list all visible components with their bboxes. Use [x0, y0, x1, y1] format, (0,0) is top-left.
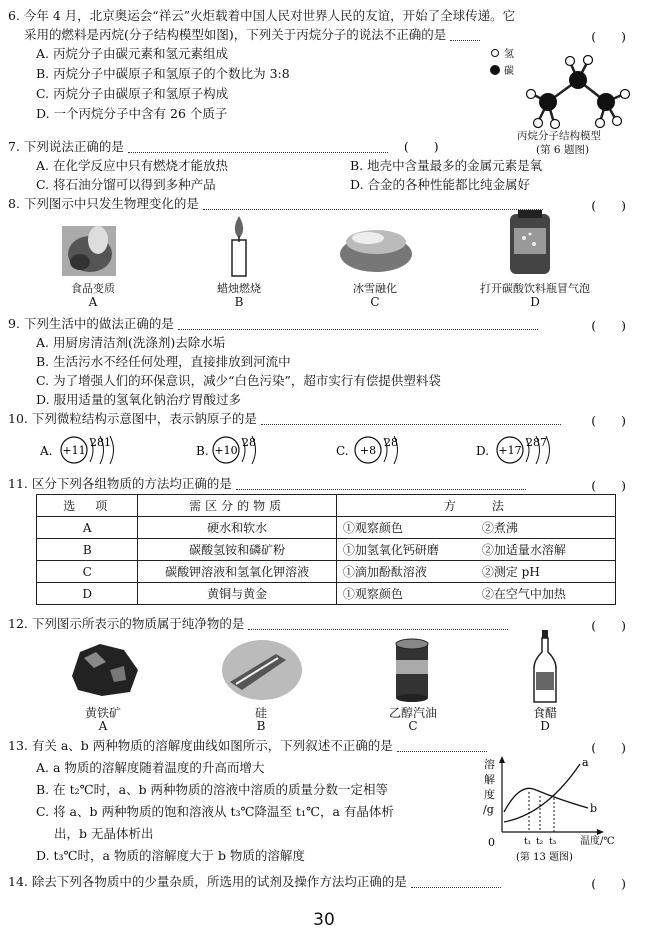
q8-caption-c: 冰雪融化 — [353, 282, 397, 295]
propane-caption: 丙烷分子结构模型 — [517, 130, 601, 142]
q6-option-b: B. 丙烷分子中碳原子和氢原子的个数比为 3:8 — [36, 66, 290, 81]
atom-option-d — [476, 436, 550, 464]
q14-answer-paren: ( ) — [591, 876, 626, 891]
row-method-1: ①观察颜色 — [336, 583, 475, 605]
tick-t2: t₂ — [536, 837, 544, 847]
row-method-1: ①加氢氧化钙研磨 — [336, 539, 475, 561]
q9-option-a: A. 用厨房清洁剂(洗涤剂)去除水垢 — [36, 335, 226, 350]
table-header-row — [37, 495, 616, 517]
row-method-2: ②在空气中加热 — [476, 583, 616, 605]
q9-answer-paren: ( ) — [591, 318, 626, 333]
q12-letter-b: B — [256, 719, 266, 733]
q13-answer-paren: ( ) — [591, 740, 626, 755]
q12-letter-a: A — [98, 719, 108, 733]
ethanol-gasoline-picture — [392, 636, 432, 702]
q12-caption-d: 食醋 — [532, 706, 557, 720]
atom-a-nucleus: +11 — [62, 444, 86, 457]
row-method-1: ①滴加酚酞溶液 — [336, 561, 475, 583]
q10-answer-paren: ( ) — [591, 413, 626, 428]
q6-stem-text: 采用的燃料是丙烷(分子结构模型如图)，下列关于丙烷分子的说法不正确的是 — [24, 27, 447, 42]
q12-stem-text: 12. 下列图示所表示的物质属于纯净物的是 — [8, 616, 245, 631]
pyrite-picture — [66, 640, 142, 698]
q13-option-d: D. t₃℃时，a 物质的溶解度大于 b 物质的溶解度 — [36, 848, 305, 863]
q12-caption-b: 硅 — [254, 706, 267, 720]
atom-c-shells: 28 — [384, 436, 398, 449]
q9-option-d: D. 服用适量的氢氧化钠治疗胃酸过多 — [36, 392, 242, 407]
graph-ylabel-4: /g — [483, 803, 494, 816]
table-row — [37, 561, 616, 583]
q12-answer-paren: ( ) — [591, 618, 626, 633]
soda-bottle-picture — [504, 208, 556, 278]
q12-stem-line — [8, 616, 508, 632]
row-substances: 黄铜与黄金 — [138, 583, 336, 605]
q8-letter-d: D — [530, 295, 540, 309]
q10-stem-text: 10. 下列微粒结构示意图中，表示钠原子的是 — [8, 411, 257, 426]
q13-option-c-line2: 出，b 无晶体析出 — [54, 826, 154, 841]
q11-stem-line — [8, 476, 526, 492]
q8-letter-c: C — [370, 295, 380, 309]
curve-a-label: a — [582, 756, 589, 769]
legend-carbon-label: 碳 — [504, 66, 514, 77]
q9-stem-text: 9. 下列生活中的做法正确的是 — [8, 316, 174, 331]
table-row — [37, 583, 616, 605]
graph-origin: 0 — [488, 836, 495, 849]
row-substances: 硬水和软水 — [138, 517, 336, 539]
table-row — [37, 517, 616, 539]
q6-option-c: C. 丙烷分子由碳原子和氢原子构成 — [36, 86, 229, 101]
melting-snow-picture — [338, 222, 414, 274]
q6-option-d: D. 一个丙烷分子中含有 26 个质子 — [36, 106, 228, 121]
q8-caption-a: 食品变质 — [71, 282, 115, 295]
burning-candle-picture — [222, 214, 256, 278]
header-option: 选 项 — [37, 495, 138, 517]
row-option: A — [37, 517, 138, 539]
q7-answer-paren: ( ) — [403, 139, 439, 154]
q8-letter-a: A — [88, 295, 98, 309]
q6-stem-line1: 6. 今年 4 月，北京奥运会“祥云”火炬载着中国人民对世界人民的友谊，开始了全球传递。它 — [8, 8, 516, 23]
row-method-2: ②测定 pH — [476, 561, 616, 583]
atom-b-shells: 28 — [242, 436, 256, 449]
q14-stem-text: 14. 除去下列各物质中的少量杂质，所选用的试剂及操作方法均正确的是 — [8, 874, 407, 889]
q12-caption-a: 黄铁矿 — [84, 706, 121, 720]
q12-caption-c: 乙醇汽油 — [388, 706, 437, 720]
q8-answer-paren: ( ) — [591, 198, 626, 213]
tick-t3: t₃ — [549, 837, 557, 847]
q12-letter-c: C — [408, 719, 418, 733]
q9-option-b: B. 生活污水不经任何处理，直接排放到河流中 — [36, 354, 291, 369]
q13-stem-text: 13. 有关 a、b 两种物质的溶解度曲线如图所示，下列叙述不正确的是 — [8, 738, 393, 753]
q12-letter-d: D — [540, 719, 550, 733]
atom-a-letter: A. — [40, 444, 53, 458]
q13-stem-line — [8, 738, 487, 754]
food-spoilage-picture — [60, 218, 120, 278]
silicon-picture — [220, 638, 304, 702]
q10-stem-line — [8, 411, 561, 427]
row-method-2: ②加适量水溶解 — [476, 539, 616, 561]
graph-ylabel-1: 溶 — [484, 758, 495, 771]
graph-caption: (第 13 题图) — [516, 852, 573, 863]
q6-answer-paren: ( ) — [591, 29, 626, 44]
curve-b — [504, 788, 588, 812]
q11-method-table — [36, 494, 616, 605]
row-method-1: ①观察颜色 — [336, 517, 475, 539]
row-substances: 碳酸氢铵和磷矿粉 — [138, 539, 336, 561]
atom-option-a — [39, 436, 114, 464]
q7-stem-line — [8, 139, 439, 155]
q7-option-a: A. 在化学反应中只有燃烧才能放热 — [36, 158, 228, 173]
q13-option-a: A. a 物质的溶解度随着温度的升高而增大 — [36, 760, 265, 775]
graph-xlabel: 温度/℃ — [580, 836, 615, 847]
graph-ylabel-3: 度 — [484, 788, 495, 801]
q13-option-b: B. 在 t₂℃时，a、b 两种物质的溶液中溶质的质量分数一定相等 — [36, 782, 389, 797]
propane-figure-number: (第 6 题图) — [536, 144, 590, 156]
q14-stem-line — [8, 874, 501, 890]
row-option: B — [37, 539, 138, 561]
tick-t1: t₁ — [524, 837, 532, 847]
atom-b-letter: B. — [196, 444, 209, 458]
atom-d-letter: D. — [476, 444, 490, 458]
atom-d-shells: 287 — [526, 436, 547, 449]
q6-option-a: A. 丙烷分子由碳元素和氢元素组成 — [36, 46, 228, 61]
header-method: 方 法 — [336, 495, 615, 517]
q11-stem-text: 11. 区分下列各组物质的方法均正确的是 — [8, 476, 232, 491]
atom-d-nucleus: +17 — [498, 444, 522, 457]
solubility-curve-graph — [476, 756, 638, 870]
row-method-2: ②煮沸 — [476, 517, 616, 539]
atom-b-nucleus: +10 — [214, 444, 238, 457]
q8-stem-text: 8. 下列图示中只发生物理变化的是 — [8, 196, 199, 211]
q9-option-c: C. 为了增强人们的环保意识，减少“白色污染”，超市实行有偿提供塑料袋 — [36, 373, 441, 388]
q7-option-c: C. 将石油分馏可以得到多种产品 — [36, 177, 216, 192]
vinegar-bottle-picture — [532, 628, 558, 704]
q7-stem-text: 7. 下列说法正确的是 — [8, 139, 124, 154]
q9-stem-line — [8, 316, 538, 332]
q13-option-c-line1: C. 将 a、b 两种物质的饱和溶液从 t₃℃降温至 t₁℃，a 有晶体析 — [36, 804, 394, 819]
row-option: C — [37, 561, 138, 583]
row-substances: 碳酸钾溶液和氢氧化钾溶液 — [138, 561, 336, 583]
legend-hydrogen-label: 氢 — [504, 49, 514, 60]
q8-stem-line — [8, 196, 543, 212]
q6-stem-line2 — [24, 27, 480, 43]
atom-option-c — [336, 436, 398, 464]
curve-b-label: b — [590, 802, 598, 815]
q8-letter-b: B — [234, 295, 244, 309]
atom-c-nucleus: +8 — [359, 444, 377, 457]
q7-option-d: D. 合金的各种性能都比纯金属好 — [350, 177, 531, 192]
q10-atom-diagrams — [30, 428, 630, 472]
atom-option-b — [196, 436, 256, 464]
q11-answer-paren: ( ) — [591, 478, 626, 493]
header-substances: 需区分的物质 — [138, 495, 336, 517]
atom-c-letter: C. — [336, 444, 349, 458]
q8-caption-d: 打开碳酸饮料瓶冒气泡 — [480, 282, 590, 295]
page-number: 30 — [313, 910, 335, 930]
q7-option-b: B. 地壳中含量最多的金属元素是氧 — [350, 158, 543, 173]
row-option: D — [37, 583, 138, 605]
table-row — [37, 539, 616, 561]
graph-ylabel-2: 解 — [484, 773, 495, 786]
atom-a-shells: 281 — [90, 436, 111, 449]
q8-caption-b: 蜡烛燃烧 — [217, 282, 261, 295]
